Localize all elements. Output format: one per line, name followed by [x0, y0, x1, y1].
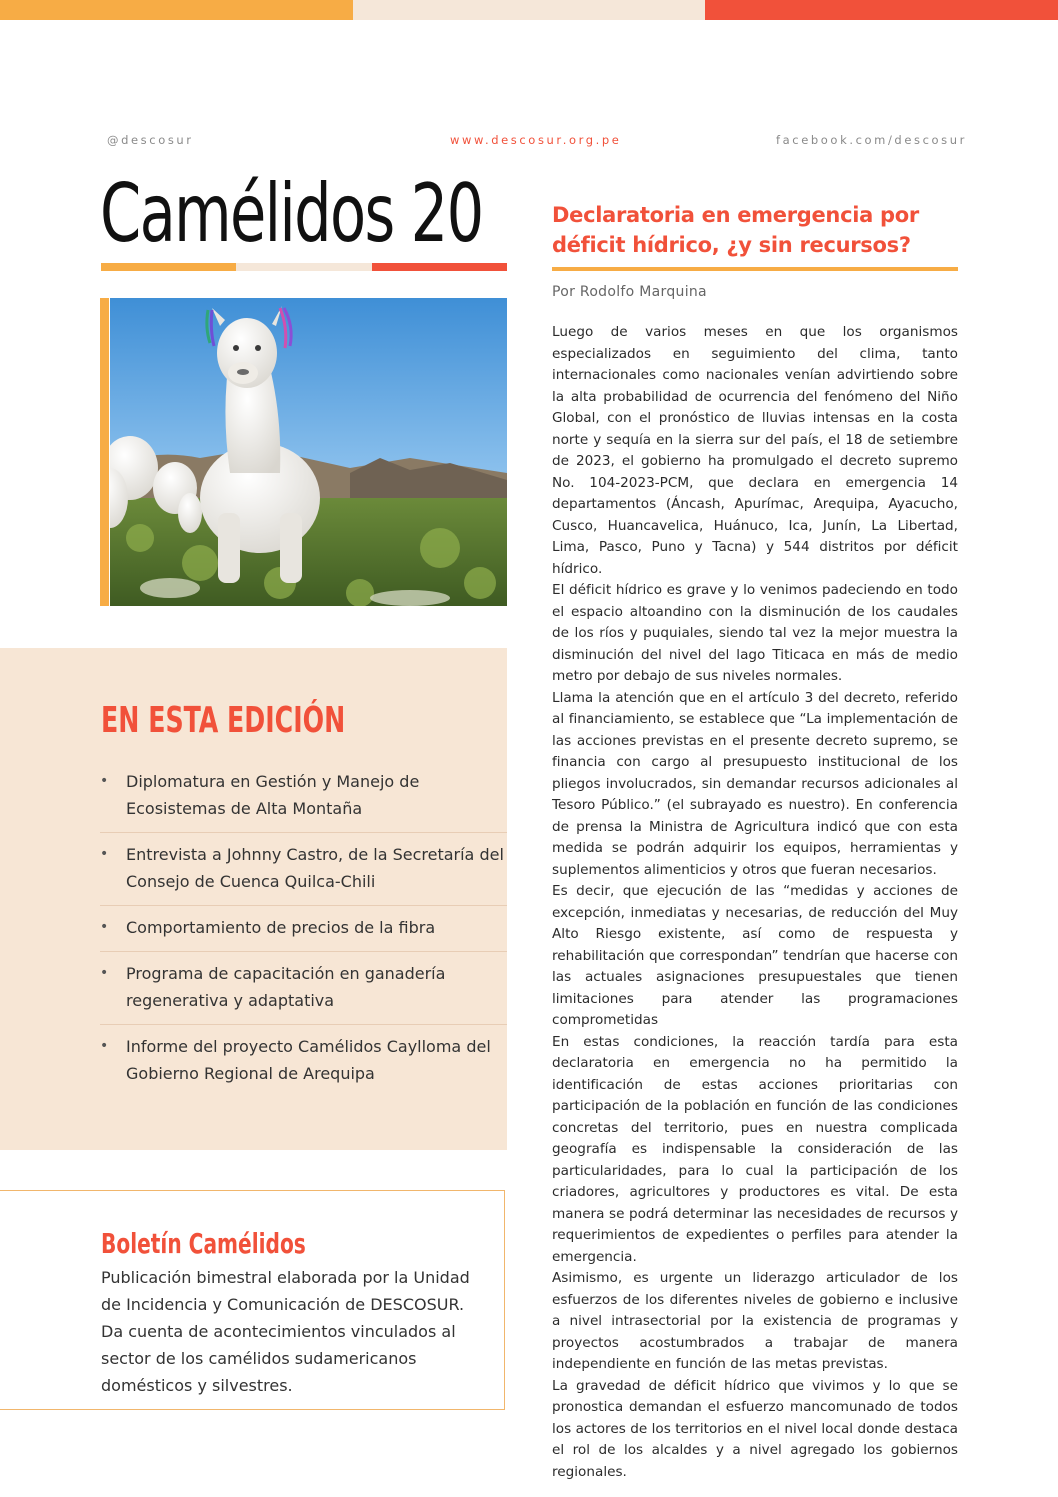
edition-list: [100, 760, 507, 1097]
edition-item-text: Comportamiento de precios de la fibra: [126, 918, 436, 937]
cover-photo-frame: [100, 298, 507, 606]
alpaca-illustration: [110, 298, 507, 606]
bullet-icon: •: [100, 1038, 109, 1054]
top-color-bar: [0, 0, 1058, 20]
edition-item-text: Informe del proyecto Camélidos Caylloma del Gobierno Regional de Arequipa: [126, 1037, 491, 1083]
title-underline-red: [372, 263, 507, 271]
edition-item[interactable]: [100, 906, 507, 952]
article-paragraph: El déficit hídrico es grave y lo venimos padeciendo en todo el espacio altoandino con la disminución de los caudales de los ríos y puquiales, siendo tal vez la mejor muestra la disminución del nivel del lago Titicaca en más de medio metro por debajo de sus niveles normales.: [552, 582, 958, 684]
edition-item[interactable]: [100, 952, 507, 1025]
edition-item[interactable]: [100, 833, 507, 906]
top-bar-orange: [0, 0, 353, 20]
boletin-description: Publicación bimestral elaborada por la Unidad de Incidencia y Comunicación de DESCOSUR. Da cuenta de acontecimientos vinculados al sector de los camélidos sudamericanos domésticos y silvestres.: [101, 1268, 470, 1395]
article-title-rule: [552, 267, 958, 271]
bullet-icon: •: [100, 919, 109, 935]
title-underline-cream: [236, 263, 371, 271]
photo-accent-bar: [100, 298, 109, 606]
article-paragraph: En estas condiciones, la reacción tardía para esta declaratoria en emergencia no ha permitido la identificación de estas acciones prioritarias con participación de la población en función de las condiciones concretas del territorio, pues en nuestra complicada geografía es indispensable la consideración de las particularidades, para lo cual la participación de los criadores, agricultores y productores es vital. De esta manera se podrá determinar las necesidades de recursos y requerimientos de expedientes o perfiles para atender la emergencia.: [552, 1033, 958, 1265]
top-bar-red: [705, 0, 1058, 20]
edition-item-text: Diplomatura en Gestión y Manejo de Ecosistemas de Alta Montaña: [126, 772, 420, 818]
article-body: [552, 322, 958, 1483]
article-paragraph: Luego de varios meses en que los organismos especializados en seguimiento del clima, tanto internacionales como nacionales venían advirtiendo sobre la alta probabilidad de ocurrencia del fenómeno del Niño Global, con el pronóstico de lluvias intensas en la costa norte y sequía en la sierra sur del país, el 18 de setiembre de 2023, el gobierno ha promulgado el decreto supremo No. 104-2023-PCM, que declara en emergencia 14 departamentos (Áncash, Apurímac, Arequipa, Ayacucho, Cusco, Huancavelica, Huánuco, Ica, Junín, La Libertad, Lima, Pasco, Puno y Tacna) y 544 distritos por déficit hídrico.: [552, 324, 958, 577]
title-underline: [101, 263, 507, 271]
alpaca-photo: [110, 298, 507, 606]
article-byline: Por Rodolfo Marquina: [552, 284, 707, 300]
article-paragraph: Es decir, que ejecución de las “medidas y acciones de excepción, inmediatas y necesarias, de reducción del Muy Alto Riesgo existente, así como de respuesta y rehabilitación que correspondan” tendrían que hacerse con las actuales asignaciones presupuestales que tienen limitaciones para atender las programaciones comprometidas: [552, 883, 958, 1028]
issue-title: Camélidos 20: [100, 167, 483, 260]
title-underline-orange: [101, 263, 236, 271]
article-paragraph: Llama la atención que en el artículo 3 del decreto, referido al financiamiento, se establece que “La implementación de las acciones previstas en el presente decreto supremo, se financia con cargo al presupuesto institucional de los pliegos involucrados, sin demandar recursos adicionales al Tesoro Público.” (el subrayado es nuestro). En conferencia de prensa la Ministra de Agricultura indicó que con esta medida se podrán adquirir los equipos, herramientas y suplementos alimenticios y otros que fueran necesarios.: [552, 689, 958, 878]
facebook-link[interactable]: facebook.com/descosur: [776, 133, 967, 147]
bullet-icon: •: [100, 965, 109, 981]
article-paragraph: Asimismo, es urgente un liderazgo articulador de los esfuerzos de los diferentes niveles de gobierno e inclusive a nivel intrasectorial por la existencia de programas y proyectos acostumbrados a trabajar de manera independiente en función de las metas previstas.: [552, 1270, 958, 1372]
edition-item-text: Programa de capacitación en ganadería regenerativa y adaptativa: [126, 964, 446, 1010]
social-handle[interactable]: @descosur: [107, 133, 194, 147]
article-title: Declaratoria en emergencia por déficit hídrico, ¿y sin recursos?: [552, 203, 919, 257]
bullet-icon: •: [100, 773, 109, 789]
article-paragraph: La gravedad de déficit hídrico que vivimos y lo que se pronostica demandan el esfuerzo mancomunado de todos los actores de los territorios en el nivel local donde destaca el rol de los alcaldes y a nivel agregado los gobiernos regionales.: [552, 1377, 958, 1480]
bullet-icon: •: [100, 846, 109, 862]
edition-item[interactable]: [100, 1025, 507, 1097]
top-bar-cream: [353, 0, 706, 20]
edition-item-text: Entrevista a Johnny Castro, de la Secretaría del Consejo de Cuenca Quilca-Chili: [126, 845, 504, 891]
boletin-heading: Boletín Camélidos: [101, 1227, 306, 1260]
website-link[interactable]: www.descosur.org.pe: [450, 133, 622, 147]
edition-heading: EN ESTA EDICIÓN: [101, 700, 346, 741]
edition-item[interactable]: [100, 760, 507, 833]
